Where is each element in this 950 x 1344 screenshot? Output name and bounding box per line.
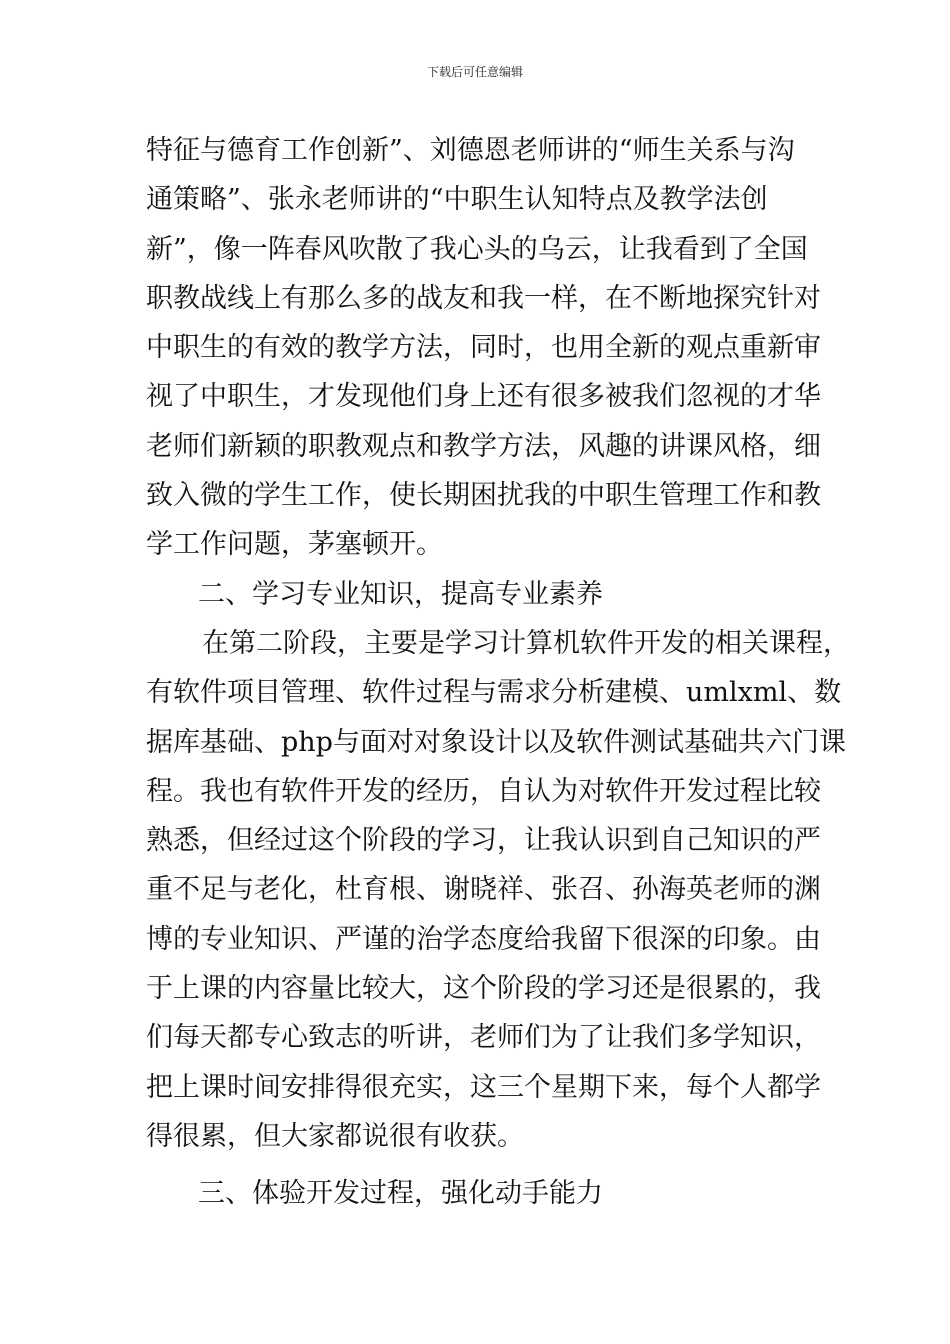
- body-line: 视了中职生，才发现他们身上还有很多被我们忽视的才华: [146, 381, 821, 413]
- page-header: 下载后可任意编辑: [426, 65, 523, 79]
- body-line: 博的专业知识、严谨的治学态度给我留下很深的印象。由: [146, 923, 821, 955]
- section-heading: 三、体验开发过程，强化动手能力: [198, 1178, 603, 1210]
- body-line: 于上课的内容量比较大，这个阶段的学习还是很累的，我: [146, 973, 821, 1005]
- body-line: 在第二阶段，主要是学习计算机软件开发的相关课程，: [202, 627, 850, 659]
- body-line: 特征与德育工作创新”、刘德恩老师讲的“师生关系与沟: [146, 135, 795, 166]
- body-line: 新”，像一阵春风吹散了我心头的乌云，让我看到了全国: [146, 233, 808, 265]
- body-line: 中职生的有效的教学方法，同时，也用全新的观点重新审: [146, 332, 821, 364]
- body-line: 职教战线上有那么多的战友和我一样，在不断地探究针对: [146, 282, 821, 314]
- section-heading: 二、学习专业知识，提高专业素养: [198, 578, 603, 610]
- body-line: 老师们新颖的职教观点和教学方法，风趣的讲课风格，细: [146, 430, 821, 462]
- body-line: 程。我也有软件开发的经历，自认为对软件开发过程比较: [146, 775, 821, 807]
- body-line: 有软件项目管理、软件过程与需求分析建模、umlxml、数: [146, 677, 842, 709]
- body-line: 致入微的学生工作，使长期困扰我的中职生管理工作和教: [146, 480, 821, 512]
- body-line: 把上课时间安排得很充实，这三个星期下来，每个人都学: [146, 1071, 821, 1103]
- body-line: 得很累，但大家都说很有收获。: [146, 1120, 524, 1152]
- body-line: 通策略”、张永老师讲的“中职生认知特点及教学法创: [146, 184, 768, 216]
- body-line: 重不足与老化，杜育根、谢晓祥、张召、孙海英老师的渊: [146, 874, 821, 906]
- document-body: [146, 126, 850, 1219]
- body-line: 学工作问题，茅塞顿开。: [146, 529, 443, 561]
- body-line: 据库基础、php与面对对象设计以及软件测试基础共六门课: [146, 726, 846, 758]
- body-line: 熟悉，但经过这个阶段的学习，让我认识到自己知识的严: [146, 825, 821, 857]
- body-line: 们每天都专心致志的听讲，老师们为了让我们多学知识，: [146, 1022, 821, 1054]
